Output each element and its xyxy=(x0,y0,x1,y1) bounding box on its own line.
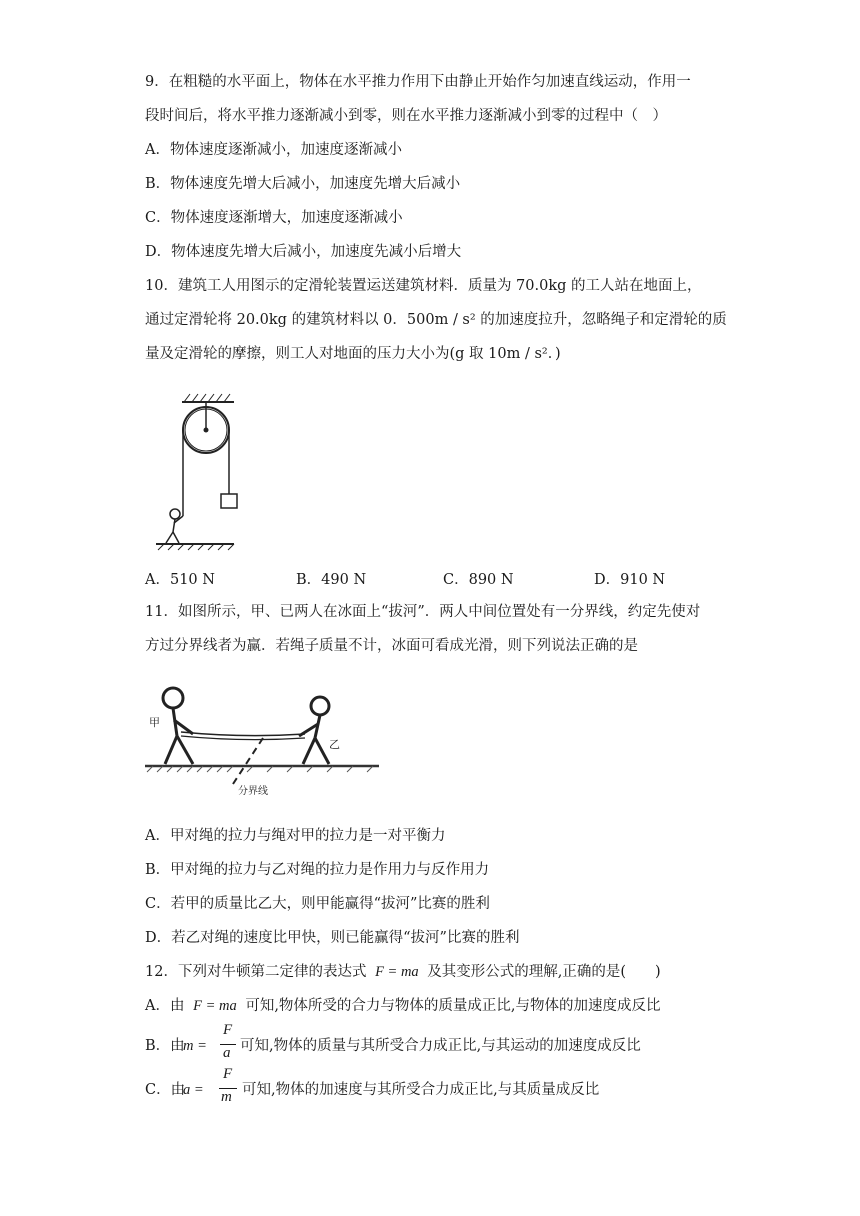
q11-stem-line2: 方过分界线者为赢．若绳子质量不计，冰面可看成光滑，则下列说法正确的是 xyxy=(145,638,638,654)
q12-option-c-suffix: 可知,物体的加速度与其所受合力成正比,与其质量成反比 xyxy=(242,1082,600,1098)
q10-option-a: A．510 N xyxy=(145,572,215,588)
q11-option-d: D．若乙对绳的速度比甲快，则已能赢得“拔河”比赛的胜利 xyxy=(145,930,520,946)
q9-option-b: B．物体速度先增大后减小，加速度先增大后减小 xyxy=(145,176,461,192)
q12-option-b-suffix: 可知,物体的质量与其所受合力成正比,与其运动的加速度成反比 xyxy=(240,1038,641,1054)
q12-option-a-formula: F = ma xyxy=(193,998,237,1014)
q10-option-b: B．490 N xyxy=(296,572,367,588)
q12-option-a xyxy=(145,996,661,1016)
q9-stem-line1: 9．在粗糙的水平面上，物体在水平推力作用下由静止开始作匀加速直线运动，作用一 xyxy=(145,74,691,90)
q12-option-b-fraction xyxy=(220,1022,236,1066)
q12-option-b-lhs: m = xyxy=(183,1038,207,1054)
q12-option-b-num: F xyxy=(223,1022,233,1038)
q12-option-c-prefix: C．由 xyxy=(145,1082,186,1098)
q12-stem-prefix: 12．下列对牛顿第二定律的表达式 xyxy=(145,964,367,980)
q10-stem-line2: 通过定滑轮将 20.0kg 的建筑材料以 0．500m / s² 的加速度拉升，忽略绳子和定滑轮的质 xyxy=(145,312,727,328)
q10-option-c: C．890 N xyxy=(443,572,514,588)
q10-stem-line3: 量及定滑轮的摩擦，则工人对地面的压力大小为(g 取 10m / s²．) xyxy=(145,346,561,362)
q11-stem-line1: 11．如图所示，甲、已两人在冰面上“拔河”．两人中间位置处有一分界线，约定先使对 xyxy=(145,604,701,620)
tug-of-war-diagram xyxy=(143,680,383,798)
q9-stem-line2: 段时间后，将水平推力逐渐减小到零，则在水平推力逐渐减小到零的过程中（ ） xyxy=(145,108,667,124)
q11-option-a: A．甲对绳的拉力与绳对甲的拉力是一对平衡力 xyxy=(145,828,446,844)
q9-option-d: D．物体速度先增大后减小，加速度先减小后增大 xyxy=(145,244,462,260)
q12-option-c-fraction xyxy=(219,1066,237,1110)
q12-option-c-den: m xyxy=(221,1089,232,1105)
q12-stem-suffix: 及其变形公式的理解,正确的是( ) xyxy=(427,964,661,980)
q9-option-a: A．物体速度逐渐减小，加速度逐渐减小 xyxy=(145,142,402,158)
q11-option-b: B．甲对绳的拉力与乙对绳的拉力是作用力与反作用力 xyxy=(145,862,490,878)
q12-stem xyxy=(145,962,661,982)
q12-option-b-prefix: B．由 xyxy=(145,1038,185,1054)
q12-formula: F = ma xyxy=(375,964,419,980)
q11-option-c: C．若甲的质量比乙大，则甲能赢得“拔河”比赛的胜利 xyxy=(145,896,490,912)
q10-stem-line1: 10．建筑工人用图示的定滑轮装置运送建筑材料．质量为 70.0kg 的工人站在地面上， xyxy=(145,278,702,294)
q12-option-a-suffix: 可知,物体所受的合力与物体的质量成正比,与物体的加速度成反比 xyxy=(245,998,661,1014)
label-jia: 甲 xyxy=(149,716,160,729)
label-boundary: 分界线 xyxy=(238,786,268,797)
pulley-diagram xyxy=(150,392,240,552)
q12-option-c-lhs: a = xyxy=(183,1082,204,1098)
q10-options xyxy=(145,568,705,588)
q12-option-b-den: a xyxy=(223,1045,231,1061)
q12-option-a-prefix: A．由 xyxy=(145,998,185,1014)
q9-option-c: C．物体速度逐渐增大，加速度逐渐减小 xyxy=(145,210,403,226)
q12-option-c-num: F xyxy=(223,1066,233,1082)
label-yi: 乙 xyxy=(329,738,340,751)
q10-option-d: D．910 N xyxy=(594,572,666,588)
